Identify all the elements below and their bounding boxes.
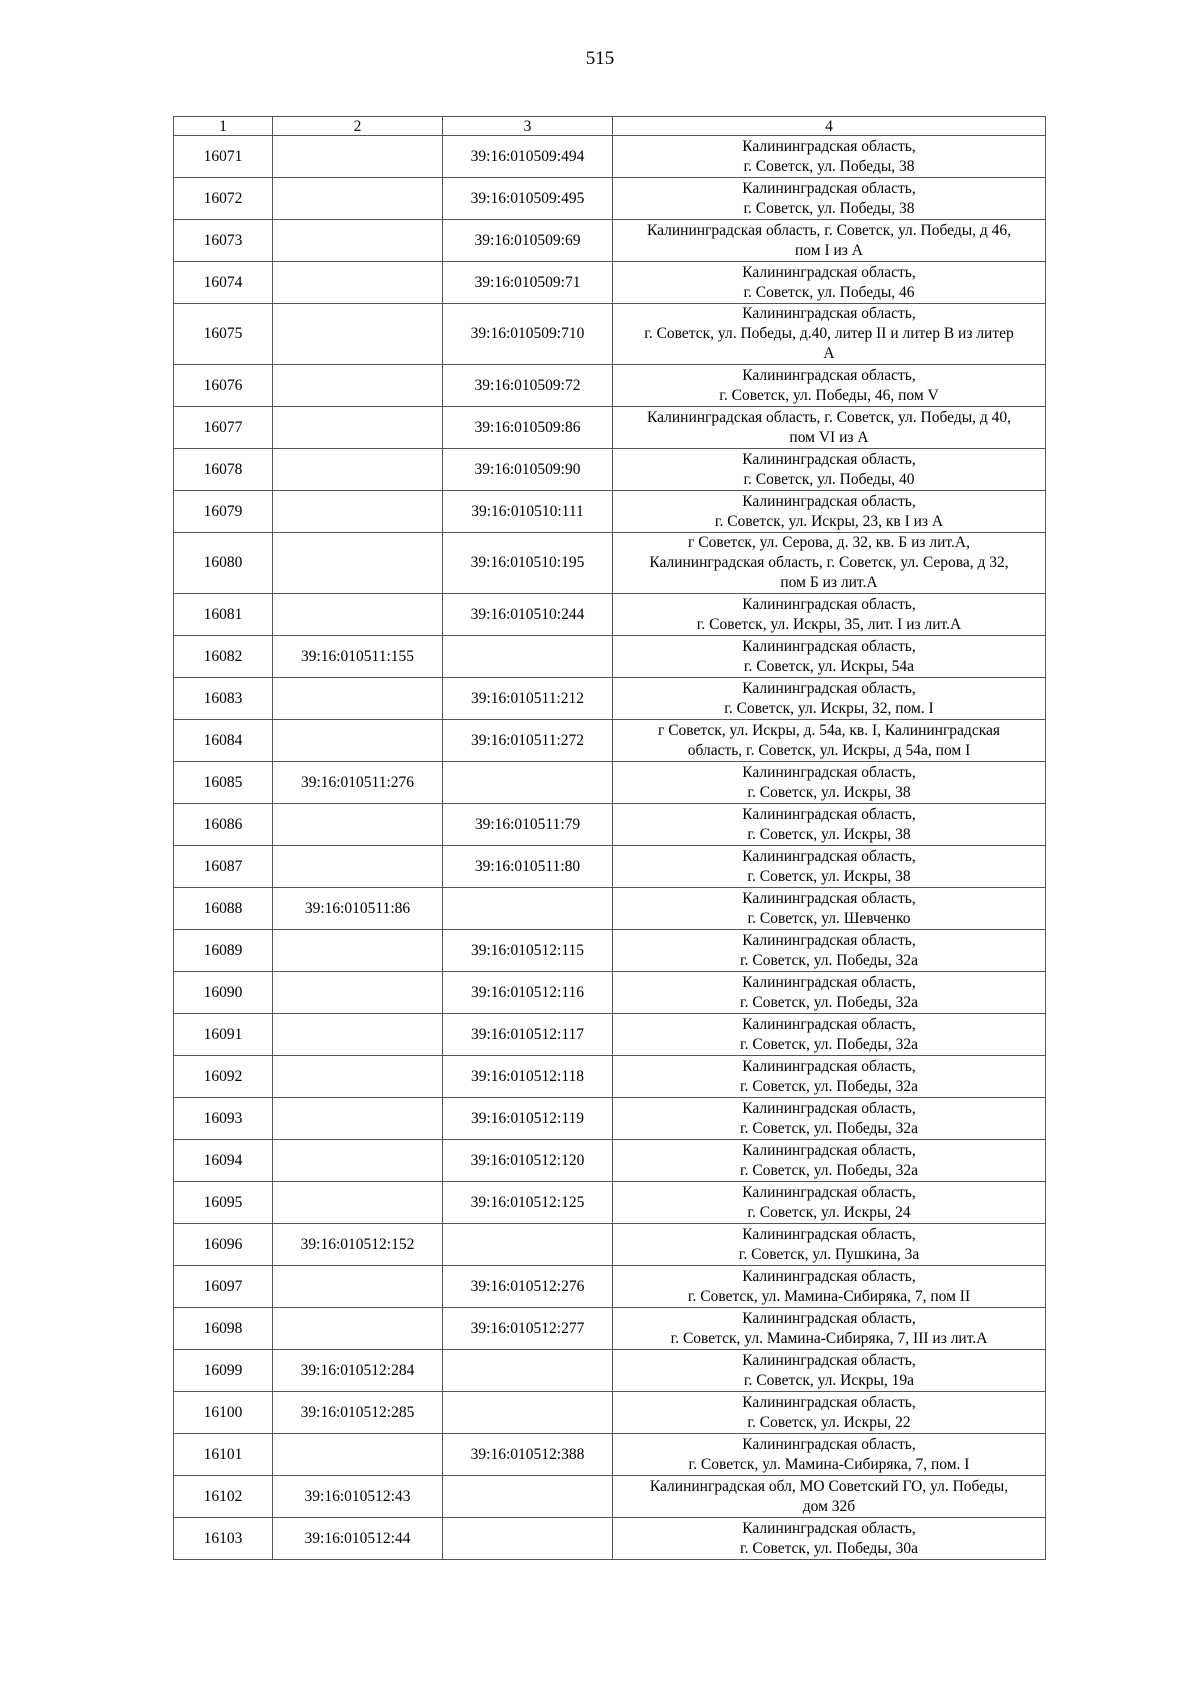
cadastral-number-alt-cell: 39:16:010510:195 [443, 533, 613, 594]
table-row [174, 533, 1046, 594]
address-cell: Калининградская область, г. Советск, ул. Искры, 38 [613, 804, 1046, 846]
address-cell: Калининградская область, г. Советск, ул. Победы, 32а [613, 1098, 1046, 1140]
cadastral-number-alt-cell: 39:16:010512:119 [443, 1098, 613, 1140]
row-number-cell: 16076 [174, 365, 273, 407]
table-row [174, 1182, 1046, 1224]
table-row [174, 220, 1046, 262]
address-cell: Калининградская область, г. Советск, ул. Победы, д.40, литер II и литер В из литер А [613, 304, 1046, 365]
row-number-cell: 16084 [174, 720, 273, 762]
row-number-cell: 16099 [174, 1350, 273, 1392]
table-row [174, 1056, 1046, 1098]
address-cell: Калининградская область, г. Советск, ул. Победы, д 46, пом I из А [613, 220, 1046, 262]
address-cell: Калининградская область, г. Советск, ул. Победы, 32а [613, 930, 1046, 972]
cadastral-number-cell [273, 220, 443, 262]
cadastral-number-alt-cell: 39:16:010512:277 [443, 1308, 613, 1350]
cadastral-number-cell [273, 1098, 443, 1140]
address-cell: г Советск, ул. Искры, д. 54а, кв. I, Калининградская область, г. Советск, ул. Искры, д 54а, пом I [613, 720, 1046, 762]
table-row [174, 1434, 1046, 1476]
cadastral-number-alt-cell: 39:16:010510:244 [443, 594, 613, 636]
cadastral-number-cell [273, 1266, 443, 1308]
cadastral-number-alt-cell [443, 1476, 613, 1518]
cadastral-number-cell [273, 720, 443, 762]
cadastral-number-cell: 39:16:010511:86 [273, 888, 443, 930]
column-header-4: 4 [613, 117, 1046, 136]
row-number-cell: 16073 [174, 220, 273, 262]
address-cell: Калининградская область, г. Советск, ул. Мамина-Сибиряка, 7, пом II [613, 1266, 1046, 1308]
row-number-cell: 16094 [174, 1140, 273, 1182]
row-number-cell: 16095 [174, 1182, 273, 1224]
row-number-cell: 16080 [174, 533, 273, 594]
cadastral-number-cell: 39:16:010512:284 [273, 1350, 443, 1392]
table-row [174, 262, 1046, 304]
cadastral-number-cell [273, 1182, 443, 1224]
cadastral-number-alt-cell: 39:16:010512:125 [443, 1182, 613, 1224]
table-row [174, 1014, 1046, 1056]
address-cell: Калининградская область, г. Советск, ул. Победы, 38 [613, 136, 1046, 178]
address-cell: Калининградская область, г. Советск, ул. Мамина-Сибиряка, 7, пом. I [613, 1434, 1046, 1476]
cadastral-number-alt-cell: 39:16:010511:80 [443, 846, 613, 888]
table-row [174, 762, 1046, 804]
cadastral-number-alt-cell: 39:16:010512:118 [443, 1056, 613, 1098]
row-number-cell: 16090 [174, 972, 273, 1014]
cadastral-number-cell [273, 262, 443, 304]
cadastral-number-alt-cell [443, 762, 613, 804]
row-number-cell: 16072 [174, 178, 273, 220]
address-cell: г Советск, ул. Серова, д. 32, кв. Б из лит.А, Калининградская область, г. Советск, ул. Серова, д 32, пом Б из лит.А [613, 533, 1046, 594]
cadastral-number-cell [273, 533, 443, 594]
row-number-cell: 16103 [174, 1518, 273, 1560]
address-cell: Калининградская область, г. Советск, ул. Победы, 38 [613, 178, 1046, 220]
cadastral-number-cell: 39:16:010512:44 [273, 1518, 443, 1560]
address-cell: Калининградская область, г. Советск, ул. Искры, 38 [613, 762, 1046, 804]
registry-table [173, 116, 1046, 1560]
column-header-3: 3 [443, 117, 613, 136]
table-row [174, 1392, 1046, 1434]
cadastral-number-alt-cell: 39:16:010512:388 [443, 1434, 613, 1476]
cadastral-number-alt-cell: 39:16:010509:69 [443, 220, 613, 262]
row-number-cell: 16083 [174, 678, 273, 720]
cadastral-number-alt-cell: 39:16:010512:120 [443, 1140, 613, 1182]
cadastral-number-cell [273, 449, 443, 491]
row-number-cell: 16078 [174, 449, 273, 491]
table-row [174, 846, 1046, 888]
address-cell: Калининградская область, г. Советск, ул. Искры, 23, кв I из А [613, 491, 1046, 533]
table-body [174, 136, 1046, 1560]
row-number-cell: 16102 [174, 1476, 273, 1518]
cadastral-number-cell [273, 1014, 443, 1056]
cadastral-number-alt-cell: 39:16:010512:115 [443, 930, 613, 972]
row-number-cell: 16071 [174, 136, 273, 178]
cadastral-number-alt-cell: 39:16:010509:90 [443, 449, 613, 491]
address-cell: Калининградская область, г. Советск, ул. Мамина-Сибиряка, 7, III из лит.А [613, 1308, 1046, 1350]
header-row [174, 117, 1046, 136]
cadastral-number-alt-cell [443, 1392, 613, 1434]
cadastral-number-cell [273, 594, 443, 636]
address-cell: Калининградская область, г. Советск, ул. Искры, 35, лит. I из лит.А [613, 594, 1046, 636]
table-row [174, 178, 1046, 220]
cadastral-number-cell [273, 365, 443, 407]
cadastral-number-alt-cell [443, 1350, 613, 1392]
row-number-cell: 16089 [174, 930, 273, 972]
cadastral-number-alt-cell [443, 636, 613, 678]
cadastral-number-cell [273, 491, 443, 533]
cadastral-number-alt-cell: 39:16:010509:710 [443, 304, 613, 365]
cadastral-number-cell: 39:16:010512:43 [273, 1476, 443, 1518]
cadastral-number-cell: 39:16:010511:276 [273, 762, 443, 804]
table-row [174, 888, 1046, 930]
address-cell: Калининградская область, г. Советск, ул. Искры, 24 [613, 1182, 1046, 1224]
address-cell: Калининградская область, г. Советск, ул. Победы, 46 [613, 262, 1046, 304]
cadastral-number-alt-cell: 39:16:010511:272 [443, 720, 613, 762]
row-number-cell: 16093 [174, 1098, 273, 1140]
cadastral-number-cell [273, 304, 443, 365]
cadastral-number-cell [273, 136, 443, 178]
row-number-cell: 16101 [174, 1434, 273, 1476]
address-cell: Калининградская область, г. Советск, ул. Искры, 54а [613, 636, 1046, 678]
address-cell: Калининградская область, г. Советск, ул. Победы, д 40, пом VI из А [613, 407, 1046, 449]
table-row [174, 1518, 1046, 1560]
row-number-cell: 16100 [174, 1392, 273, 1434]
table-row [174, 720, 1046, 762]
cadastral-number-cell [273, 972, 443, 1014]
page-number: 515 [585, 48, 615, 69]
cadastral-number-cell [273, 930, 443, 972]
cadastral-number-alt-cell [443, 888, 613, 930]
address-cell: Калининградская область, г. Советск, ул. Искры, 32, пом. I [613, 678, 1046, 720]
cadastral-number-alt-cell: 39:16:010511:79 [443, 804, 613, 846]
cadastral-number-alt-cell: 39:16:010512:117 [443, 1014, 613, 1056]
column-header-1: 1 [174, 117, 273, 136]
row-number-cell: 16092 [174, 1056, 273, 1098]
address-cell: Калининградская область, г. Советск, ул. Шевченко [613, 888, 1046, 930]
cadastral-number-cell [273, 407, 443, 449]
table-row [174, 1476, 1046, 1518]
table-row [174, 1224, 1046, 1266]
cadastral-number-cell [273, 846, 443, 888]
address-cell: Калининградская область, г. Советск, ул. Искры, 38 [613, 846, 1046, 888]
cadastral-number-cell [273, 178, 443, 220]
cadastral-number-alt-cell: 39:16:010509:72 [443, 365, 613, 407]
cadastral-number-alt-cell: 39:16:010511:212 [443, 678, 613, 720]
table-row [174, 365, 1046, 407]
row-number-cell: 16097 [174, 1266, 273, 1308]
table-row [174, 1266, 1046, 1308]
address-cell: Калининградская область, г. Советск, ул. Победы, 32а [613, 1056, 1046, 1098]
cadastral-number-cell: 39:16:010512:285 [273, 1392, 443, 1434]
row-number-cell: 16088 [174, 888, 273, 930]
table-row [174, 804, 1046, 846]
cadastral-number-cell [273, 804, 443, 846]
row-number-cell: 16082 [174, 636, 273, 678]
cadastral-number-alt-cell: 39:16:010509:495 [443, 178, 613, 220]
cadastral-number-cell [273, 1140, 443, 1182]
table-row [174, 594, 1046, 636]
row-number-cell: 16087 [174, 846, 273, 888]
cadastral-number-alt-cell: 39:16:010512:276 [443, 1266, 613, 1308]
cadastral-number-alt-cell: 39:16:010512:116 [443, 972, 613, 1014]
address-cell: Калининградская область, г. Советск, ул. Победы, 46, пом V [613, 365, 1046, 407]
row-number-cell: 16079 [174, 491, 273, 533]
row-number-cell: 16074 [174, 262, 273, 304]
table-row [174, 972, 1046, 1014]
address-cell: Калининградская область, г. Советск, ул. Пушкина, 3а [613, 1224, 1046, 1266]
address-cell: Калининградская область, г. Советск, ул. Победы, 32а [613, 1014, 1046, 1056]
address-cell: Калининградская область, г. Советск, ул. Победы, 30а [613, 1518, 1046, 1560]
row-number-cell: 16086 [174, 804, 273, 846]
row-number-cell: 16091 [174, 1014, 273, 1056]
address-cell: Калининградская область, г. Советск, ул. Искры, 19а [613, 1350, 1046, 1392]
cadastral-number-alt-cell: 39:16:010509:86 [443, 407, 613, 449]
table-row [174, 136, 1046, 178]
cadastral-number-cell [273, 1056, 443, 1098]
cadastral-number-alt-cell: 39:16:010509:494 [443, 136, 613, 178]
cadastral-number-alt-cell: 39:16:010509:71 [443, 262, 613, 304]
table-row [174, 678, 1046, 720]
row-number-cell: 16085 [174, 762, 273, 804]
table-row [174, 636, 1046, 678]
table-row [174, 449, 1046, 491]
table-row [174, 1098, 1046, 1140]
cadastral-number-alt-cell: 39:16:010510:111 [443, 491, 613, 533]
cadastral-number-cell [273, 1308, 443, 1350]
table-row [174, 1350, 1046, 1392]
cadastral-number-cell: 39:16:010512:152 [273, 1224, 443, 1266]
column-header-2: 2 [273, 117, 443, 136]
cadastral-number-cell [273, 1434, 443, 1476]
address-cell: Калининградская область, г. Советск, ул. Искры, 22 [613, 1392, 1046, 1434]
table-row [174, 407, 1046, 449]
table-row [174, 491, 1046, 533]
cadastral-number-cell [273, 678, 443, 720]
row-number-cell: 16098 [174, 1308, 273, 1350]
cadastral-number-cell: 39:16:010511:155 [273, 636, 443, 678]
address-cell: Калининградская обл, МО Советский ГО, ул. Победы, дом 32б [613, 1476, 1046, 1518]
address-cell: Калининградская область, г. Советск, ул. Победы, 32а [613, 1140, 1046, 1182]
table-row [174, 304, 1046, 365]
address-cell: Калининградская область, г. Советск, ул. Победы, 40 [613, 449, 1046, 491]
row-number-cell: 16077 [174, 407, 273, 449]
address-cell: Калининградская область, г. Советск, ул. Победы, 32а [613, 972, 1046, 1014]
row-number-cell: 16096 [174, 1224, 273, 1266]
cadastral-number-alt-cell [443, 1224, 613, 1266]
cadastral-number-alt-cell [443, 1518, 613, 1560]
table-row [174, 930, 1046, 972]
table-row [174, 1140, 1046, 1182]
table-row [174, 1308, 1046, 1350]
row-number-cell: 16075 [174, 304, 273, 365]
row-number-cell: 16081 [174, 594, 273, 636]
